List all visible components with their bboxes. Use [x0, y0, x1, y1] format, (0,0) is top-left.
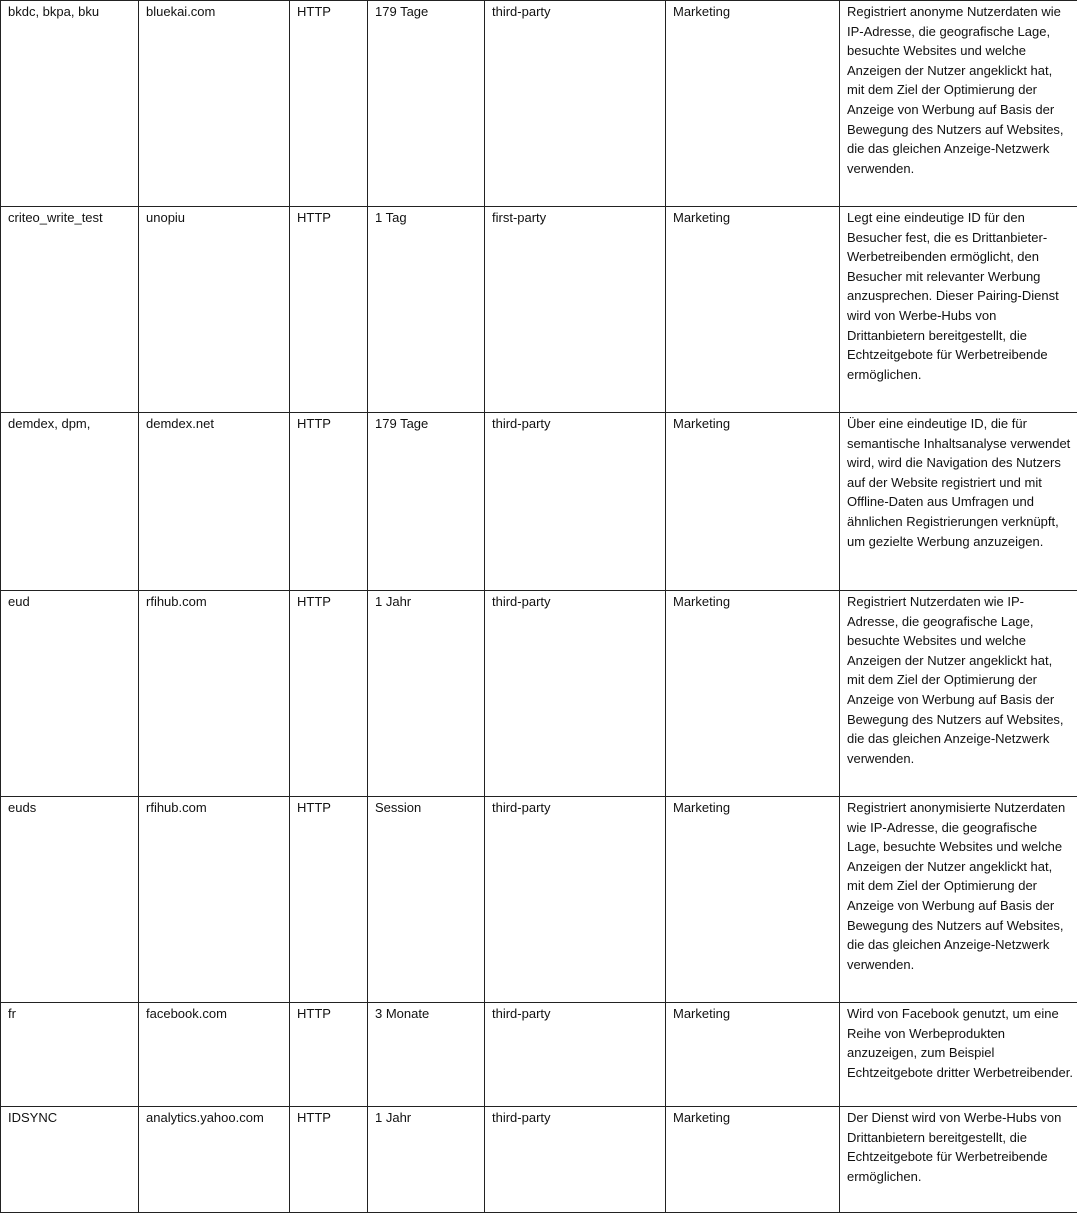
cookie-domain: unopiu: [139, 207, 290, 413]
table-row: [1, 591, 1077, 797]
cookie-domain: analytics.yahoo.com: [139, 1107, 290, 1213]
cookie-duration: 1 Jahr: [368, 591, 485, 797]
cookie-type: HTTP: [290, 1, 368, 207]
cookie-description: Registriert Nutzerdaten wie IP-Adresse, die geografische Lage, besuchte Websites und welche Anzeigen der Nutzer angeklickt hat, mit dem Ziel der Optimierung der Anzeige von Werbung auf Basis der Bewegung des Nutzers auf Websites, die das gleichen Anzeige-Netzwerk verwenden.: [840, 591, 1077, 797]
cookie-name: eud: [1, 591, 139, 797]
cookie-category: Marketing: [666, 1107, 840, 1213]
cookie-name: bkdc, bkpa, bku: [1, 1, 139, 207]
cookie-type: HTTP: [290, 591, 368, 797]
cookie-duration: Session: [368, 797, 485, 1003]
cookie-category: Marketing: [666, 797, 840, 1003]
cookie-name: demdex, dpm,: [1, 413, 139, 591]
cookie-category: Marketing: [666, 1, 840, 207]
cookie-name: criteo_write_test: [1, 207, 139, 413]
cookie-duration: 1 Tag: [368, 207, 485, 413]
cookie-description: Über eine eindeutige ID, die für semantische Inhaltsanalyse verwendet wird, wird die Navigation des Nutzers auf der Website registriert und mit Offline-Daten aus Umfragen und ähnlichen Registrierungen verknüpft, um gezielte Werbung anzuzeigen.: [840, 413, 1077, 591]
cookie-type: HTTP: [290, 207, 368, 413]
cookie-party: first-party: [485, 207, 666, 413]
cookie-duration: 1 Jahr: [368, 1107, 485, 1213]
table-row: [1, 207, 1077, 413]
cookie-name: IDSYNC: [1, 1107, 139, 1213]
cookie-party: third-party: [485, 1107, 666, 1213]
cookie-name: euds: [1, 797, 139, 1003]
cookie-domain: rfihub.com: [139, 797, 290, 1003]
cookie-description: Der Dienst wird von Werbe-Hubs von Drittanbietern bereitgestellt, die Echtzeitgebote für Werbetreibende ermöglichen.: [840, 1107, 1077, 1213]
cookie-duration: 179 Tage: [368, 1, 485, 207]
cookie-party: third-party: [485, 1003, 666, 1107]
table-row: [1, 1003, 1077, 1107]
cookie-domain: demdex.net: [139, 413, 290, 591]
cookie-duration: 3 Monate: [368, 1003, 485, 1107]
cookie-description: Registriert anonyme Nutzerdaten wie IP-Adresse, die geografische Lage, besuchte Websites und welche Anzeigen der Nutzer angeklickt hat, mit dem Ziel der Optimierung der Anzeige von Werbung auf Basis der Bewegung des Nutzers auf Websites, die das gleichen Anzeige-Netzwerk verwenden.: [840, 1, 1077, 207]
cookie-description: Registriert anonymisierte Nutzerdaten wie IP-Adresse, die geografische Lage, besuchte Websites und welche Anzeigen der Nutzer angeklickt hat, mit dem Ziel der Optimierung der Anzeige von Werbung auf Basis der Bewegung des Nutzers auf Websites, die das gleichen Anzeige-Netzwerk verwenden.: [840, 797, 1077, 1003]
table-row: [1, 413, 1077, 591]
cookie-domain: bluekai.com: [139, 1, 290, 207]
cookie-category: Marketing: [666, 1003, 840, 1107]
cookie-party: third-party: [485, 797, 666, 1003]
cookie-domain: rfihub.com: [139, 591, 290, 797]
cookie-duration: 179 Tage: [368, 413, 485, 591]
cookie-category: Marketing: [666, 207, 840, 413]
table-row: [1, 1107, 1077, 1213]
table-row: [1, 1, 1077, 207]
cookie-type: HTTP: [290, 1003, 368, 1107]
cookie-type: HTTP: [290, 413, 368, 591]
cookie-name: fr: [1, 1003, 139, 1107]
cookie-party: third-party: [485, 1, 666, 207]
cookie-description: Wird von Facebook genutzt, um eine Reihe von Werbeprodukten anzuzeigen, zum Beispiel Echtzeitgebote dritter Werbetreibender.: [840, 1003, 1077, 1107]
table-row: [1, 797, 1077, 1003]
cookie-party: third-party: [485, 591, 666, 797]
cookie-type: HTTP: [290, 797, 368, 1003]
cookie-category: Marketing: [666, 413, 840, 591]
cookie-category: Marketing: [666, 591, 840, 797]
cookie-party: third-party: [485, 413, 666, 591]
cookie-description: Legt eine eindeutige ID für den Besucher fest, die es Drittanbieter-Werbetreibenden ermöglicht, den Besucher mit relevanter Werbung anzusprechen. Dieser Pairing-Dienst wird von Werbe-Hubs von Drittanbietern bereitgestellt, die Echtzeitgebote für Werbetreibende ermöglichen.: [840, 207, 1077, 413]
cookie-type: HTTP: [290, 1107, 368, 1213]
cookie-domain: facebook.com: [139, 1003, 290, 1107]
